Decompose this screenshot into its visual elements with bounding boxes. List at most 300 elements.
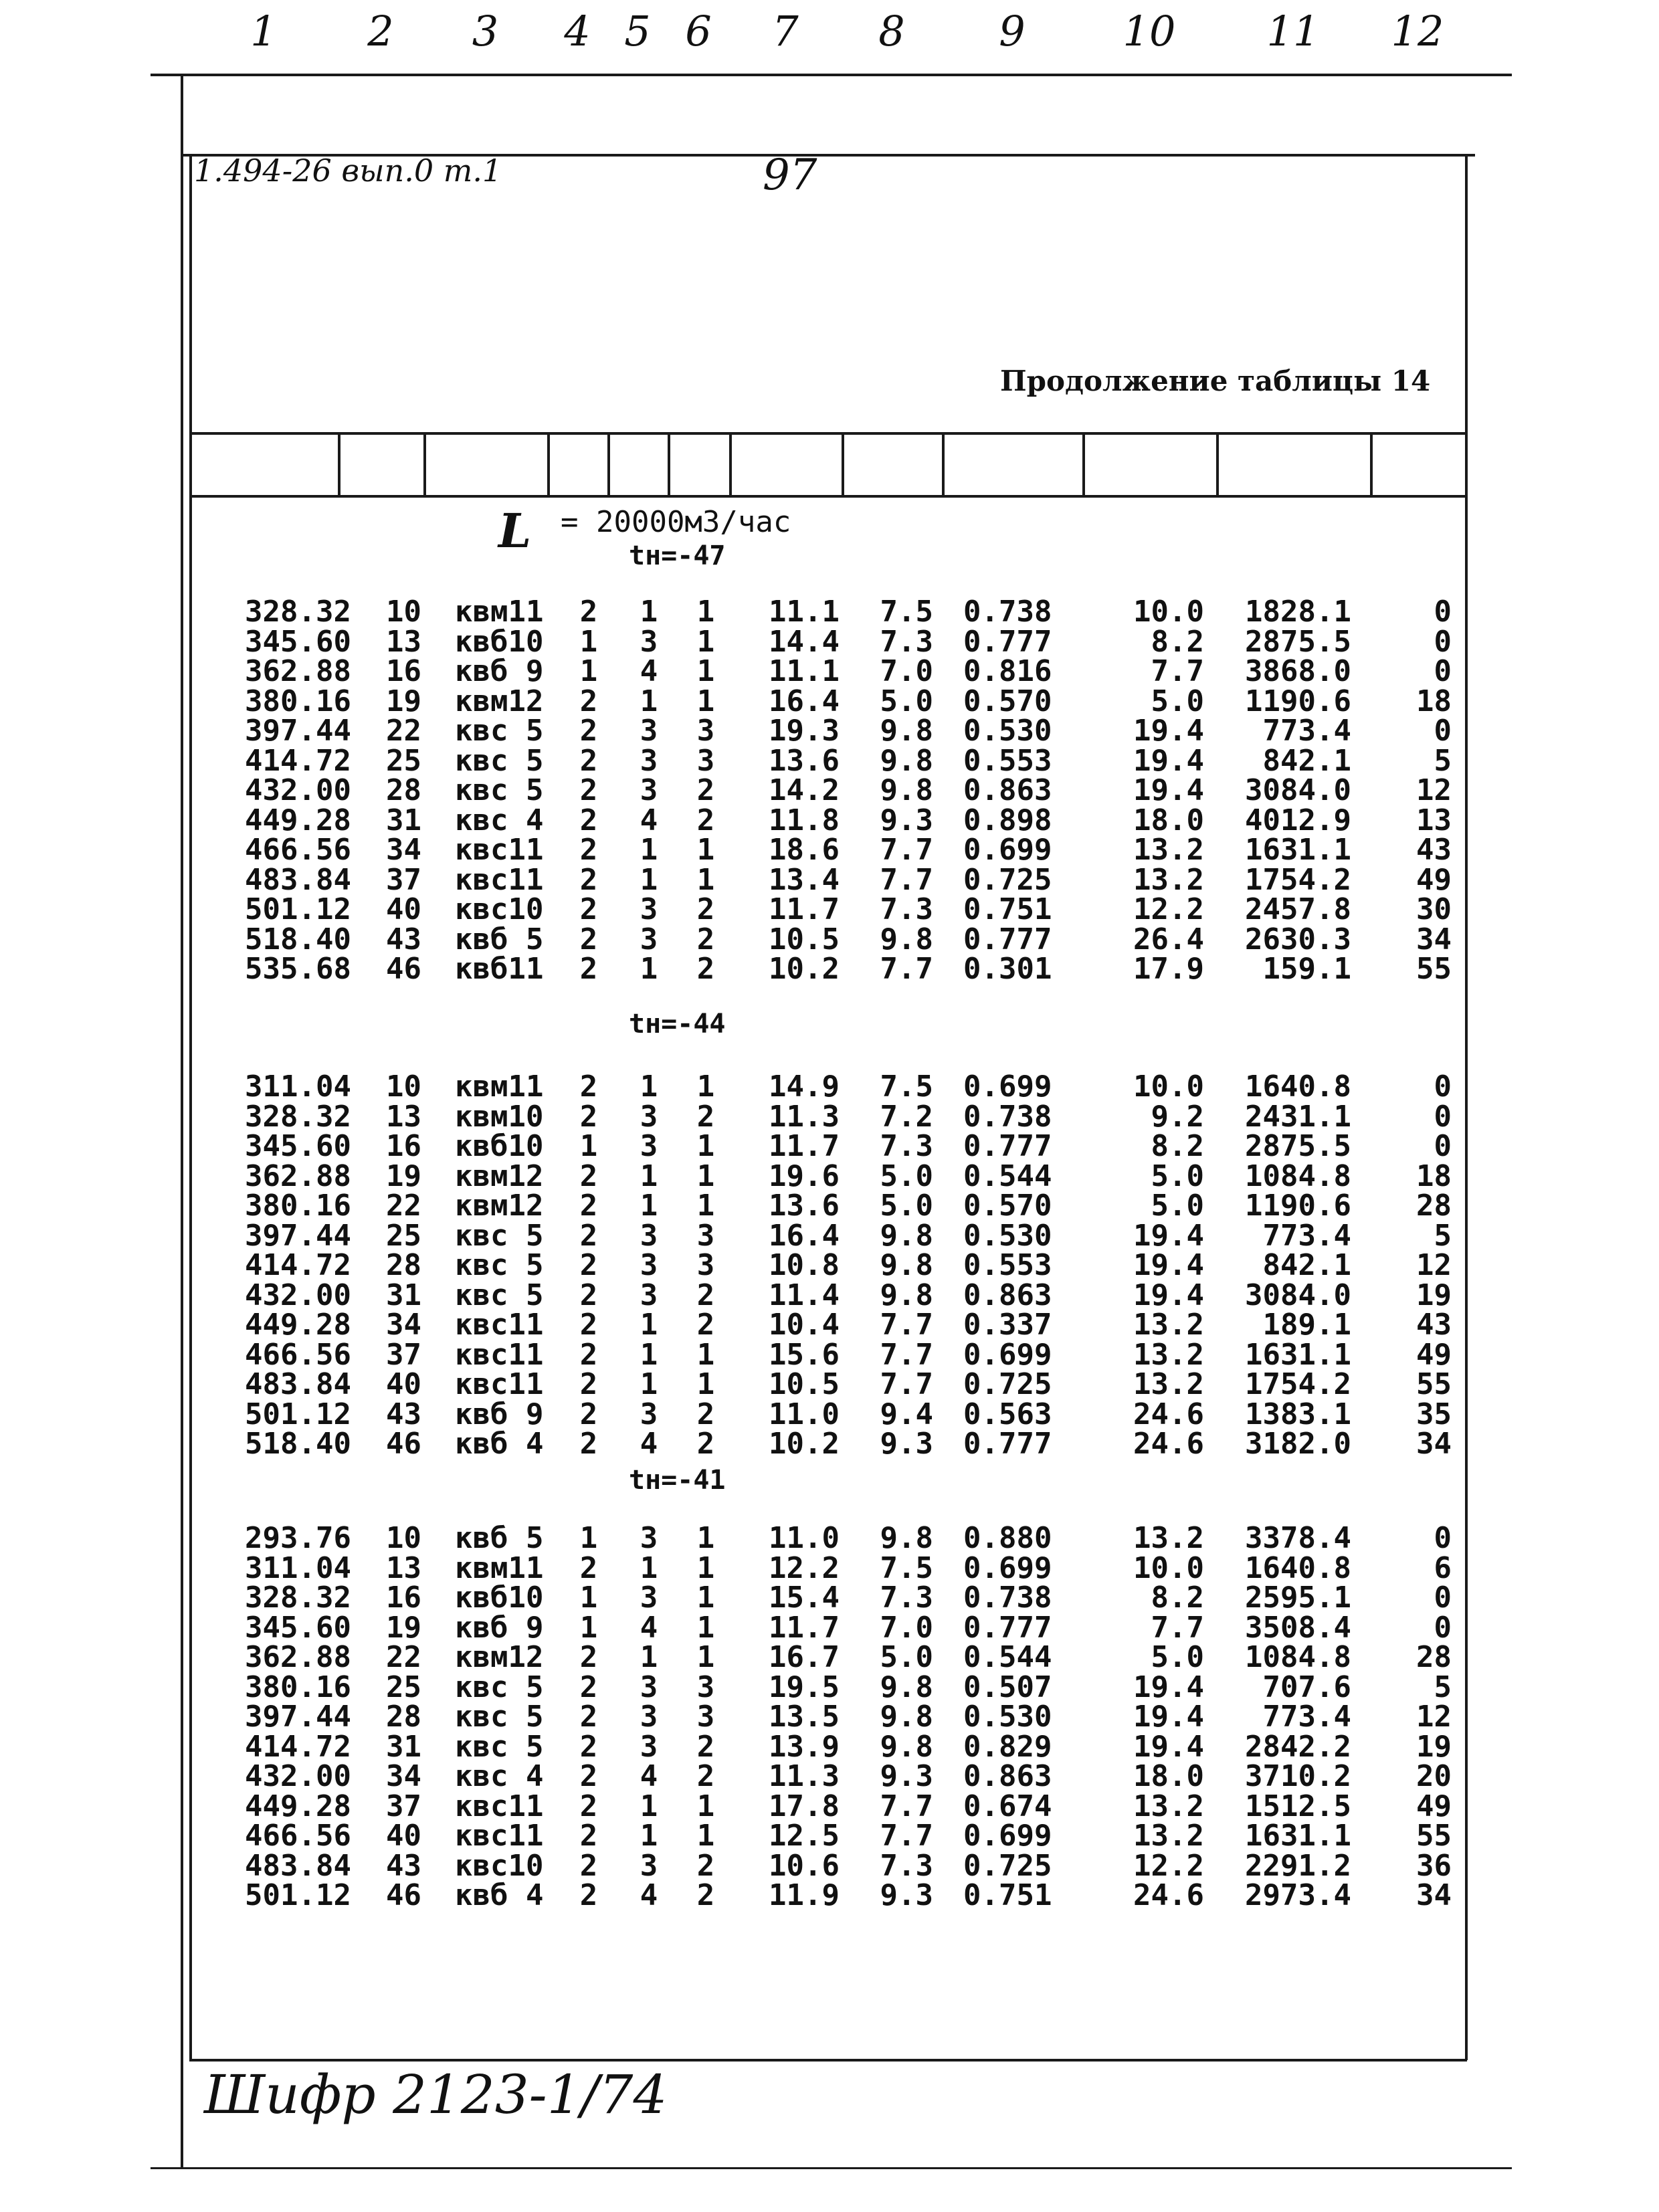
cell-surplus: 1754.2: [1245, 862, 1351, 897]
cell-velocity: 16.4: [769, 684, 840, 718]
cell-water-speed: 7.7: [880, 1789, 933, 1823]
cell-coefficient: 0.699: [963, 1819, 1052, 1853]
table-caption: Продолжение таблицы 14: [1000, 365, 1431, 397]
cell-water-speed: 7.3: [880, 624, 933, 659]
cell-rows: 1: [579, 624, 598, 659]
table-row: [0, 773, 1659, 807]
column-header: 6: [685, 6, 712, 56]
cell-passes: 3: [640, 892, 658, 926]
cell-heater-type: квм12: [455, 1640, 544, 1674]
cell-reserve: 0: [1434, 624, 1452, 659]
cell-number: 25: [386, 1218, 421, 1253]
cell-airflow: 311.04: [245, 1070, 351, 1104]
cell-resistance: 7.7: [1151, 1610, 1204, 1645]
column-separator: [942, 435, 945, 496]
cell-number: 40: [386, 1367, 421, 1401]
cell-number: 22: [386, 1640, 421, 1674]
cell-rows: 1: [579, 1610, 598, 1645]
table-row: [0, 1610, 1659, 1645]
cell-heater-type: квб 9: [455, 654, 544, 688]
cell-passes: 1: [640, 1367, 658, 1401]
cell-airflow: 449.28: [245, 803, 351, 837]
cell-rows: 2: [579, 1700, 598, 1734]
cell-airflow: 501.12: [245, 1878, 351, 1912]
cell-rows: 2: [579, 833, 598, 867]
cell-rows: 2: [579, 1789, 598, 1823]
cell-number: 16: [386, 1129, 421, 1163]
cell-coefficient: 0.530: [963, 1218, 1052, 1253]
cell-resistance: 10.0: [1133, 1070, 1204, 1104]
cell-velocity: 15.6: [769, 1337, 840, 1372]
cell-water-speed: 7.7: [880, 862, 933, 897]
cell-reserve: 12: [1416, 1700, 1452, 1734]
cell-passes: 4: [640, 1878, 658, 1912]
flow-value: = 20000м3/час: [561, 505, 791, 539]
table-row: [0, 1072, 1659, 1102]
cell-rows: 2: [579, 1640, 598, 1674]
cell-coefficient: 0.777: [963, 624, 1052, 659]
cell-units: 2: [696, 892, 715, 926]
cell-heater-type: квм12: [455, 1189, 544, 1223]
cell-passes: 3: [640, 1848, 658, 1883]
cell-passes: 4: [640, 1427, 658, 1461]
table-row: [0, 654, 1659, 688]
cell-water-speed: 9.8: [880, 1218, 933, 1253]
column-header: 8: [878, 6, 905, 56]
cell-reserve: 0: [1434, 1099, 1452, 1134]
cell-airflow: 501.12: [245, 892, 351, 926]
cell-number: 25: [386, 743, 421, 778]
cell-passes: 1: [640, 595, 658, 629]
cell-heater-type: квб10: [455, 1581, 544, 1615]
cell-resistance: 12.2: [1133, 1848, 1204, 1883]
cell-units: 2: [696, 952, 715, 986]
cell-velocity: 11.0: [769, 1397, 840, 1431]
cell-resistance: 17.9: [1133, 952, 1204, 986]
cell-resistance: 24.6: [1133, 1397, 1204, 1431]
section-title: tн=-41: [629, 1465, 726, 1496]
cell-passes: 3: [640, 1248, 658, 1282]
table-row: [0, 1310, 1659, 1340]
column-header-top-rule: [189, 432, 1467, 435]
column-header: 4: [564, 6, 591, 56]
cell-velocity: 11.3: [769, 1099, 840, 1134]
cell-number: 31: [386, 1729, 421, 1764]
cell-passes: 1: [640, 1550, 658, 1585]
cell-reserve: 0: [1434, 1070, 1452, 1104]
cell-velocity: 17.8: [769, 1789, 840, 1823]
cell-velocity: 11.1: [769, 654, 840, 688]
cell-velocity: 12.2: [769, 1550, 840, 1585]
cell-coefficient: 0.699: [963, 1337, 1052, 1372]
cell-rows: 2: [579, 1189, 598, 1223]
cell-resistance: 12.2: [1133, 892, 1204, 926]
cell-rows: 2: [579, 714, 598, 748]
cell-rows: 2: [579, 1248, 598, 1282]
cell-velocity: 11.8: [769, 803, 840, 837]
cell-reserve: 19: [1416, 1278, 1452, 1312]
table-row: [0, 1729, 1659, 1764]
cell-surplus: 773.4: [1262, 714, 1351, 748]
cell-rows: 1: [579, 1521, 598, 1555]
cell-reserve: 0: [1434, 595, 1452, 629]
cell-coefficient: 0.570: [963, 1189, 1052, 1223]
cell-heater-type: квб 5: [455, 1521, 544, 1555]
cell-airflow: 466.56: [245, 1337, 351, 1372]
cell-units: 1: [696, 654, 715, 688]
cell-velocity: 16.4: [769, 1218, 840, 1253]
table-row: [0, 803, 1659, 837]
table-row: [0, 1789, 1659, 1823]
cell-passes: 3: [640, 1700, 658, 1734]
cell-reserve: 0: [1434, 654, 1452, 688]
cell-water-speed: 9.8: [880, 1700, 933, 1734]
cell-units: 1: [696, 1521, 715, 1555]
cell-number: 19: [386, 1159, 421, 1193]
cell-velocity: 19.3: [769, 714, 840, 748]
cell-surplus: 2291.2: [1245, 1848, 1351, 1883]
cell-surplus: 2842.2: [1245, 1729, 1351, 1764]
cell-airflow: 380.16: [245, 1670, 351, 1704]
cell-water-speed: 5.0: [880, 1640, 933, 1674]
cell-units: 2: [696, 1729, 715, 1764]
cell-resistance: 13.2: [1133, 1521, 1204, 1555]
table-row: [0, 1191, 1659, 1221]
cell-velocity: 14.2: [769, 773, 840, 807]
cell-number: 10: [386, 1521, 421, 1555]
document-reference: 1.494-26 вып.0 т.1: [194, 153, 502, 189]
cell-number: 46: [386, 1427, 421, 1461]
cell-airflow: 362.88: [245, 1640, 351, 1674]
cell-reserve: 30: [1416, 892, 1452, 926]
cell-rows: 2: [579, 1278, 598, 1312]
cell-resistance: 13.2: [1133, 833, 1204, 867]
cell-airflow: 449.28: [245, 1789, 351, 1823]
cell-units: 2: [696, 1878, 715, 1912]
cell-velocity: 13.5: [769, 1700, 840, 1734]
cell-units: 1: [696, 1367, 715, 1401]
cell-number: 28: [386, 773, 421, 807]
cell-resistance: 24.6: [1133, 1427, 1204, 1461]
table-row: [0, 1159, 1659, 1193]
cell-coefficient: 0.863: [963, 1278, 1052, 1312]
table-row: [0, 1640, 1659, 1674]
cell-coefficient: 0.530: [963, 714, 1052, 748]
cell-surplus: 842.1: [1262, 743, 1351, 778]
cell-units: 1: [696, 833, 715, 867]
cell-velocity: 13.4: [769, 862, 840, 897]
cell-surplus: 1640.8: [1245, 1070, 1351, 1104]
cell-number: 43: [386, 922, 421, 957]
cell-velocity: 14.4: [769, 624, 840, 659]
cell-number: 13: [386, 1550, 421, 1585]
cell-reserve: 43: [1416, 1308, 1452, 1342]
cell-units: 1: [696, 1070, 715, 1104]
cell-resistance: 19.4: [1133, 1218, 1204, 1253]
cell-number: 22: [386, 1189, 421, 1223]
cell-water-speed: 9.8: [880, 1670, 933, 1704]
cell-passes: 3: [640, 1129, 658, 1163]
cell-units: 1: [696, 1159, 715, 1193]
cell-airflow: 483.84: [245, 1848, 351, 1883]
cell-surplus: 1754.2: [1245, 1367, 1351, 1401]
column-separator: [1370, 435, 1373, 496]
cell-reserve: 0: [1434, 1610, 1452, 1645]
cell-resistance: 10.0: [1133, 595, 1204, 629]
cell-passes: 3: [640, 1099, 658, 1134]
cell-coefficient: 0.880: [963, 1521, 1052, 1555]
cell-resistance: 19.4: [1133, 773, 1204, 807]
cell-number: 28: [386, 1248, 421, 1282]
cell-water-speed: 9.4: [880, 1397, 933, 1431]
cell-water-speed: 9.8: [880, 1248, 933, 1282]
cell-number: 16: [386, 1581, 421, 1615]
table-row: [0, 1397, 1659, 1431]
cell-rows: 2: [579, 743, 598, 778]
cell-heater-type: квс10: [455, 892, 544, 926]
cell-rows: 2: [579, 1550, 598, 1585]
table-row: [0, 716, 1659, 746]
cell-units: 3: [696, 743, 715, 778]
cell-resistance: 5.0: [1151, 684, 1204, 718]
cell-surplus: 1512.5: [1245, 1789, 1351, 1823]
cell-heater-type: квм12: [455, 684, 544, 718]
cell-number: 16: [386, 654, 421, 688]
cell-velocity: 11.3: [769, 1759, 840, 1793]
cell-passes: 1: [640, 1640, 658, 1674]
cell-airflow: 345.60: [245, 624, 351, 659]
cell-units: 1: [696, 1337, 715, 1372]
cell-heater-type: квс 5: [455, 1700, 544, 1734]
cell-rows: 2: [579, 1367, 598, 1401]
cell-reserve: 55: [1416, 1367, 1452, 1401]
cell-surplus: 2457.8: [1245, 892, 1351, 926]
cell-coefficient: 0.829: [963, 1729, 1052, 1764]
cell-surplus: 3868.0: [1245, 654, 1351, 688]
cell-airflow: 311.04: [245, 1550, 351, 1585]
table-row: [0, 1367, 1659, 1401]
cell-passes: 3: [640, 1581, 658, 1615]
cell-number: 25: [386, 1670, 421, 1704]
table-row: [0, 624, 1659, 659]
column-header: 2: [367, 6, 394, 56]
cell-heater-type: квс11: [455, 1789, 544, 1823]
cell-surplus: 2595.1: [1245, 1581, 1351, 1615]
cell-heater-type: квс 5: [455, 714, 544, 748]
cell-rows: 2: [579, 684, 598, 718]
cell-velocity: 10.8: [769, 1248, 840, 1282]
cell-rows: 1: [579, 1581, 598, 1615]
cell-airflow: 466.56: [245, 1819, 351, 1853]
cell-coefficient: 0.553: [963, 743, 1052, 778]
cell-heater-type: квс10: [455, 1848, 544, 1883]
cell-surplus: 2875.5: [1245, 624, 1351, 659]
cell-units: 3: [696, 714, 715, 748]
column-separator: [607, 435, 610, 496]
cell-water-speed: 7.7: [880, 1819, 933, 1853]
cell-water-speed: 9.3: [880, 803, 933, 837]
cell-water-speed: 7.3: [880, 892, 933, 926]
cell-water-speed: 9.3: [880, 1427, 933, 1461]
cell-heater-type: квс 5: [455, 1670, 544, 1704]
cell-velocity: 16.7: [769, 1640, 840, 1674]
cell-heater-type: квм10: [455, 1099, 544, 1134]
cell-reserve: 28: [1416, 1640, 1452, 1674]
cell-surplus: 773.4: [1262, 1218, 1351, 1253]
cell-passes: 3: [640, 1278, 658, 1312]
cell-reserve: 35: [1416, 1397, 1452, 1431]
cell-number: 40: [386, 892, 421, 926]
cell-rows: 2: [579, 1819, 598, 1853]
cell-resistance: 19.4: [1133, 743, 1204, 778]
cell-velocity: 14.9: [769, 1070, 840, 1104]
cell-resistance: 19.4: [1133, 1729, 1204, 1764]
cell-rows: 2: [579, 1670, 598, 1704]
cell-reserve: 49: [1416, 862, 1452, 897]
cell-passes: 4: [640, 1610, 658, 1645]
cell-rows: 2: [579, 1218, 598, 1253]
column-separator: [338, 435, 340, 496]
cell-surplus: 1190.6: [1245, 684, 1351, 718]
column-separator: [423, 435, 426, 496]
cell-airflow: 362.88: [245, 654, 351, 688]
cell-water-speed: 9.8: [880, 1521, 933, 1555]
cell-number: 10: [386, 1070, 421, 1104]
cell-rows: 2: [579, 862, 598, 897]
cell-surplus: 3084.0: [1245, 1278, 1351, 1312]
cell-coefficient: 0.898: [963, 803, 1052, 837]
cell-velocity: 10.6: [769, 1848, 840, 1883]
cell-coefficient: 0.544: [963, 1159, 1052, 1193]
cell-rows: 2: [579, 1397, 598, 1431]
cell-airflow: 501.12: [245, 1397, 351, 1431]
cell-coefficient: 0.553: [963, 1248, 1052, 1282]
cell-passes: 3: [640, 773, 658, 807]
cell-airflow: 345.60: [245, 1129, 351, 1163]
cell-heater-type: квс 5: [455, 1278, 544, 1312]
cell-water-speed: 7.3: [880, 1848, 933, 1883]
cell-airflow: 414.72: [245, 743, 351, 778]
cell-velocity: 11.7: [769, 892, 840, 926]
cell-water-speed: 9.8: [880, 922, 933, 957]
cell-velocity: 11.7: [769, 1610, 840, 1645]
cell-heater-type: квс 5: [455, 1248, 544, 1282]
cell-reserve: 20: [1416, 1759, 1452, 1793]
table-row: [0, 1670, 1659, 1704]
table-row: [0, 1429, 1659, 1460]
cell-airflow: 293.76: [245, 1521, 351, 1555]
cell-reserve: 13: [1416, 803, 1452, 837]
cell-water-speed: 9.8: [880, 1729, 933, 1764]
table-row: [0, 743, 1659, 778]
cipher-stamp: Шифр 2123-1/74: [204, 2064, 668, 2126]
cell-rows: 2: [579, 1848, 598, 1883]
table-row: [0, 1218, 1659, 1253]
table-row: [0, 862, 1659, 897]
cell-water-speed: 9.8: [880, 743, 933, 778]
cell-velocity: 11.9: [769, 1878, 840, 1912]
cell-surplus: 1631.1: [1245, 833, 1351, 867]
cell-water-speed: 5.0: [880, 684, 933, 718]
cell-heater-type: квб10: [455, 1129, 544, 1163]
cell-heater-type: квс 4: [455, 1759, 544, 1793]
cell-heater-type: квб11: [455, 952, 544, 986]
cell-water-speed: 7.0: [880, 1610, 933, 1645]
cell-resistance: 26.4: [1133, 922, 1204, 957]
cell-heater-type: квб 9: [455, 1610, 544, 1645]
cell-airflow: 432.00: [245, 1278, 351, 1312]
page-number: 97: [763, 150, 817, 200]
column-header: 7: [772, 6, 799, 56]
cell-units: 3: [696, 1700, 715, 1734]
cell-rows: 2: [579, 922, 598, 957]
cell-heater-type: квм11: [455, 1070, 544, 1104]
cell-rows: 2: [579, 1427, 598, 1461]
cell-reserve: 34: [1416, 1878, 1452, 1912]
column-header: 12: [1391, 6, 1444, 56]
cell-rows: 2: [579, 803, 598, 837]
cell-velocity: 10.5: [769, 1367, 840, 1401]
cell-heater-type: квс 5: [455, 1729, 544, 1764]
cell-water-speed: 7.5: [880, 1550, 933, 1585]
cell-coefficient: 0.777: [963, 1610, 1052, 1645]
cell-heater-type: квс11: [455, 862, 544, 897]
cell-units: 1: [696, 595, 715, 629]
table-row: [0, 1099, 1659, 1134]
cell-passes: 3: [640, 743, 658, 778]
cell-water-speed: 7.2: [880, 1099, 933, 1134]
cell-surplus: 3182.0: [1245, 1427, 1351, 1461]
cell-units: 2: [696, 773, 715, 807]
cell-resistance: 24.6: [1133, 1878, 1204, 1912]
cell-units: 2: [696, 1099, 715, 1134]
table-row: [0, 1702, 1659, 1732]
cell-number: 31: [386, 803, 421, 837]
cell-coefficient: 0.863: [963, 1759, 1052, 1793]
cell-resistance: 13.2: [1133, 1367, 1204, 1401]
cell-surplus: 842.1: [1262, 1248, 1351, 1282]
cell-velocity: 12.5: [769, 1819, 840, 1853]
table-row: [0, 922, 1659, 957]
cell-surplus: 2431.1: [1245, 1099, 1351, 1134]
cell-airflow: 432.00: [245, 1759, 351, 1793]
cell-number: 22: [386, 714, 421, 748]
table-row: [0, 892, 1659, 926]
cell-units: 1: [696, 1189, 715, 1223]
cell-water-speed: 5.0: [880, 1159, 933, 1193]
cell-passes: 3: [640, 1729, 658, 1764]
cell-airflow: 432.00: [245, 773, 351, 807]
cell-coefficient: 0.738: [963, 1099, 1052, 1134]
cell-reserve: 43: [1416, 833, 1452, 867]
cell-velocity: 11.0: [769, 1521, 840, 1555]
cell-resistance: 13.2: [1133, 1337, 1204, 1372]
cell-heater-type: квм12: [455, 1159, 544, 1193]
cell-number: 13: [386, 624, 421, 659]
cell-coefficient: 0.570: [963, 684, 1052, 718]
cell-number: 31: [386, 1278, 421, 1312]
cell-number: 34: [386, 1308, 421, 1342]
column-header: 11: [1266, 6, 1320, 56]
cell-airflow: 345.60: [245, 1610, 351, 1645]
cell-resistance: 10.0: [1133, 1550, 1204, 1585]
cell-number: 37: [386, 1789, 421, 1823]
cell-number: 10: [386, 595, 421, 629]
column-separator: [1216, 435, 1219, 496]
cell-units: 2: [696, 1278, 715, 1312]
cell-units: 3: [696, 1670, 715, 1704]
cell-surplus: 2875.5: [1245, 1129, 1351, 1163]
